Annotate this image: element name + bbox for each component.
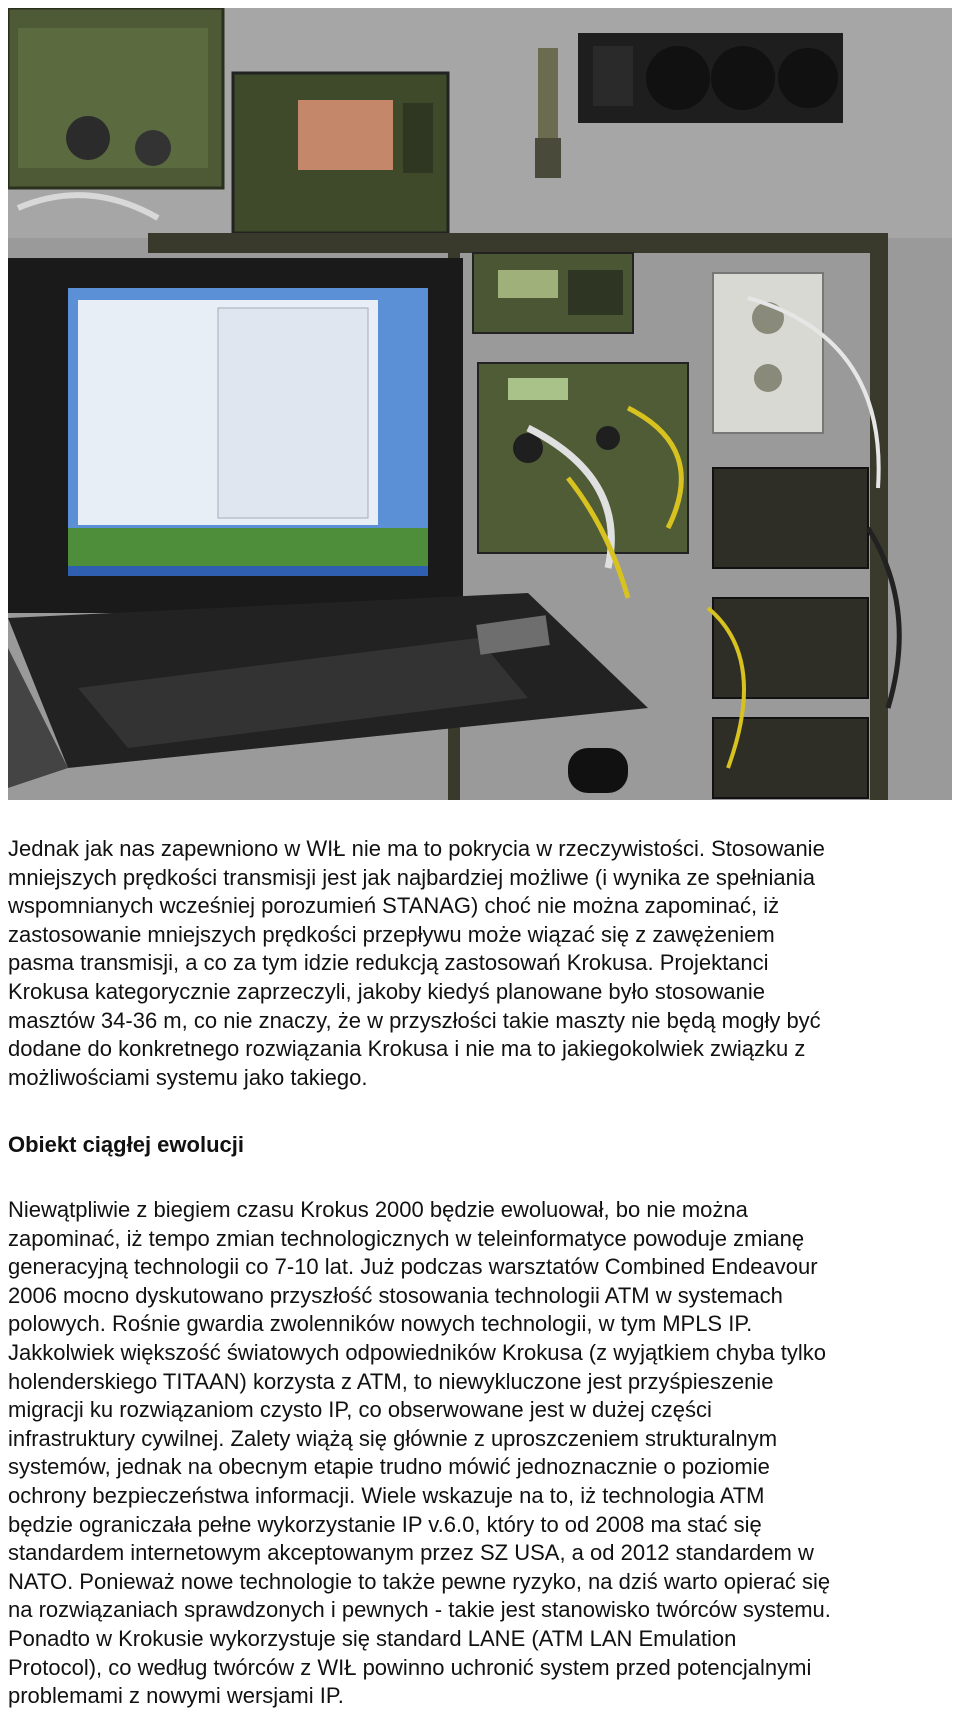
equipment-photo [8, 8, 952, 800]
paragraph-2-line: NATO. Ponieważ nowe technologie to także pewne ryzyko, na dziś warto opierać się [8, 1568, 831, 1594]
paragraph-2-line: Protocol), co według twórców z WIŁ powinno uchronić system przed potencjalnymi [8, 1654, 812, 1680]
paragraph-2-line: ochrony bezpieczeństwa informacji. Wiele wskazuje na to, iż technologia ATM [8, 1482, 765, 1508]
paragraph-2-line: Niewątpliwie z biegiem czasu Krokus 2000 będzie ewoluował, bo nie można [8, 1197, 748, 1222]
paragraph-2-line: standardem internetowym akceptowanym przez SZ USA, a od 2012 standardem w [8, 1540, 814, 1566]
paragraph-2-line: infrastruktury cywilnej. Zalety wiążą się głównie z uproszczeniem strukturalnym [8, 1425, 778, 1451]
paragraph-1 [8, 835, 952, 1092]
paragraph-1-line: Jednak jak nas zapewniono w WIŁ nie ma to pokrycia w rzeczywistości. Stosowanie [8, 836, 825, 861]
paragraph-2-line: polowych. Rośnie gwardia zwolenników nowych technologii, w tym MPLS IP. [8, 1311, 753, 1337]
paragraph-2-line: będzie ograniczała pełne wykorzystanie IP v.6.0, który to od 2008 ma stać się [8, 1511, 762, 1537]
paragraph-2-line: problemami z nowymi wersjami IP. [8, 1683, 344, 1709]
military-radio-equipment-photo-icon [8, 8, 952, 800]
paragraph-1-line: możliwościami systemu jako takiego. [8, 1064, 368, 1090]
paragraph-2-line: zapominać, iż tempo zmian technologicznych w teleinformatyce powoduje zmianę [8, 1225, 805, 1251]
paragraph-1-line: mniejszych prędkości transmisji jest jak najbardziej możliwe (i wynika ze spełniania [8, 864, 815, 890]
paragraph-1-line: dodane do konkretnego rozwiązania Krokusa i nie ma to jakiegokolwiek związku z [8, 1036, 806, 1062]
paragraph-2-line: 2006 mocno dyskutowano przyszłość stosowania technologii ATM w systemach [8, 1282, 783, 1308]
paragraph-1-line: wspomnianych wcześniej porozumień STANAG) choć nie można zapominać, iż [8, 893, 780, 919]
paragraph-2 [8, 1196, 952, 1711]
paragraph-2-line: na rozwiązaniach sprawdzonych i pewnych - takie jest stanowisko twórców systemu. [8, 1597, 831, 1623]
paragraph-2-line: systemów, jednak na obecnym etapie trudno mówić jednoznacznie o poziomie [8, 1454, 770, 1480]
paragraph-1-line: masztów 34-36 m, co nie znaczy, że w przyszłości takie maszty nie będą mogły być [8, 1007, 821, 1033]
paragraph-2-line: Jakkolwiek większość światowych odpowiedników Krokusa (z wyjątkiem chyba tylko [8, 1339, 826, 1365]
paragraph-1-line: Krokusa kategorycznie zaprzeczyli, jakoby kiedyś planowane było stosowanie [8, 978, 765, 1004]
paragraph-2-line: migracji ku rozwiązaniom czysto IP, co obserwowane jest w dużej części [8, 1397, 712, 1423]
paragraph-1-line: pasma transmisji, a co za tym idzie redukcją zastosowań Krokusa. Projektanci [8, 950, 769, 976]
paragraph-2-line: holenderskiego TITAAN) korzysta z ATM, to niewykluczone jest przyśpieszenie [8, 1368, 774, 1394]
paragraph-2-line: Ponadto w Krokusie wykorzystuje się standard LANE (ATM LAN Emulation [8, 1625, 737, 1651]
paragraph-1-line: zastosowanie mniejszych prędkości przepływu może wiązać się z zawężeniem [8, 921, 775, 947]
section-heading: Obiekt ciągłej ewolucji [8, 1132, 244, 1157]
paragraph-2-line: generacyjną technologii co 7-10 lat. Już podczas warsztatów Combined Endeavour [8, 1254, 818, 1280]
